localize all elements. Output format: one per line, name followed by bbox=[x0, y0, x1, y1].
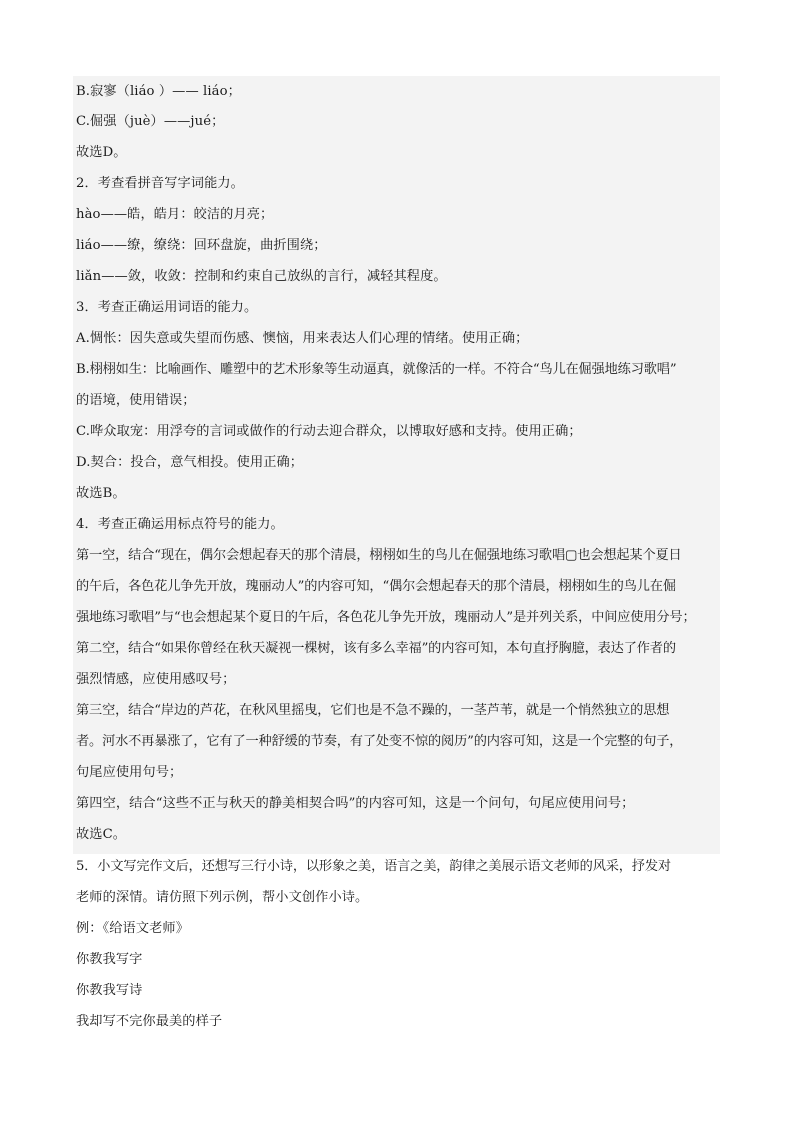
text-line: B.栩栩如生：比喻画作、雕塑中的艺术形象等生动逼真，就像活的一样。不符合“鸟儿在倔强地练习歌唱” bbox=[76, 362, 677, 377]
example-title: 例：《给语文老师》 bbox=[76, 921, 189, 936]
text-line: 第一空，结合“现在，偶尔会想起春天的那个清晨，栩栩如生的鸟儿在倔强地练习歌唱▢也会想起某个夏日 bbox=[76, 548, 682, 563]
text-line: 第四空，结合“这些不正与秋天的静美相契合吗”的内容可知，这是一个问句，句尾应使用问号； bbox=[76, 796, 635, 811]
question-heading: 4．考查正确运用标点符号的能力。 bbox=[76, 517, 284, 532]
text-line: 故选B。 bbox=[76, 486, 126, 501]
text-line: 第三空，结合“岸边的芦花，在秋风里摇曳，它们也是不急不躁的，一茎芦苇，就是一个悄然独立的思想 bbox=[76, 703, 670, 718]
text-line: 的语境，使用错误； bbox=[76, 393, 196, 408]
text-line: 强地练习歌唱”与“也会想起某个夏日的午后，各色花儿争先开放，瑰丽动人”是并列关系，中间应使用分号； bbox=[76, 610, 696, 625]
text-line: D.契合：投合，意气相投。使用正确； bbox=[76, 455, 304, 470]
poem-line: 你教我写诗 bbox=[76, 983, 143, 998]
text-line: 句尾应使用句号； bbox=[76, 765, 183, 780]
text-line: 的午后，各色花儿争先开放，瑰丽动人”的内容可知，“偶尔会想起春天的那个清晨，栩栩如生的鸟儿在倔 bbox=[76, 579, 676, 594]
text-line: liáo——缭，缭绕：回环盘旋，曲折围绕； bbox=[76, 238, 327, 253]
text-line: liǎn——敛，收敛：控制和约束自己放纵的言行，减轻其程度。 bbox=[76, 269, 447, 284]
text-line: C.倔强（juè）——jué； bbox=[76, 114, 225, 129]
text-line: 第二空，结合“如果你曾经在秋天凝视一棵树，该有多么幸福”的内容可知，本句直抒胸臆，表达了作者的 bbox=[76, 641, 676, 656]
text-line: 强烈情感，应使用感叹号； bbox=[76, 672, 236, 687]
question-heading: 5．小文写完作文后，还想写三行小诗，以形象之美，语言之美，韵律之美展示语文老师的风采，抒发对 bbox=[76, 859, 671, 874]
question-heading: 3．考查正确运用词语的能力。 bbox=[76, 300, 258, 315]
question-heading: 2．考查看拼音写字词能力。 bbox=[76, 176, 244, 191]
text-line: C.哗众取宠：用浮夸的言词或做作的行动去迎合群众，以博取好感和支持。使用正确； bbox=[76, 424, 582, 439]
text-line: 故选C。 bbox=[76, 827, 127, 842]
poem-line: 我却写不完你最美的样子 bbox=[76, 1014, 223, 1029]
text-line: hào——皓，皓月：皎洁的月亮； bbox=[76, 207, 274, 222]
text-line: 故选D。 bbox=[76, 145, 127, 160]
text-line: B.寂寥（liáo ）—— liáo； bbox=[76, 84, 241, 99]
text-line: A.惆怅：因失意或失望而伤感、懊恼，用来表达人们心理的情绪。使用正确； bbox=[76, 331, 529, 346]
text-line: 者。河水不再暴涨了，它有了一种舒缓的节奏，有了处变不惊的阅历”的内容可知，这是一个完整的句子， bbox=[76, 734, 683, 749]
poem-line: 你教我写字 bbox=[76, 952, 143, 967]
text-line: 老师的深情。请仿照下列示例，帮小文创作小诗。 bbox=[76, 890, 369, 905]
